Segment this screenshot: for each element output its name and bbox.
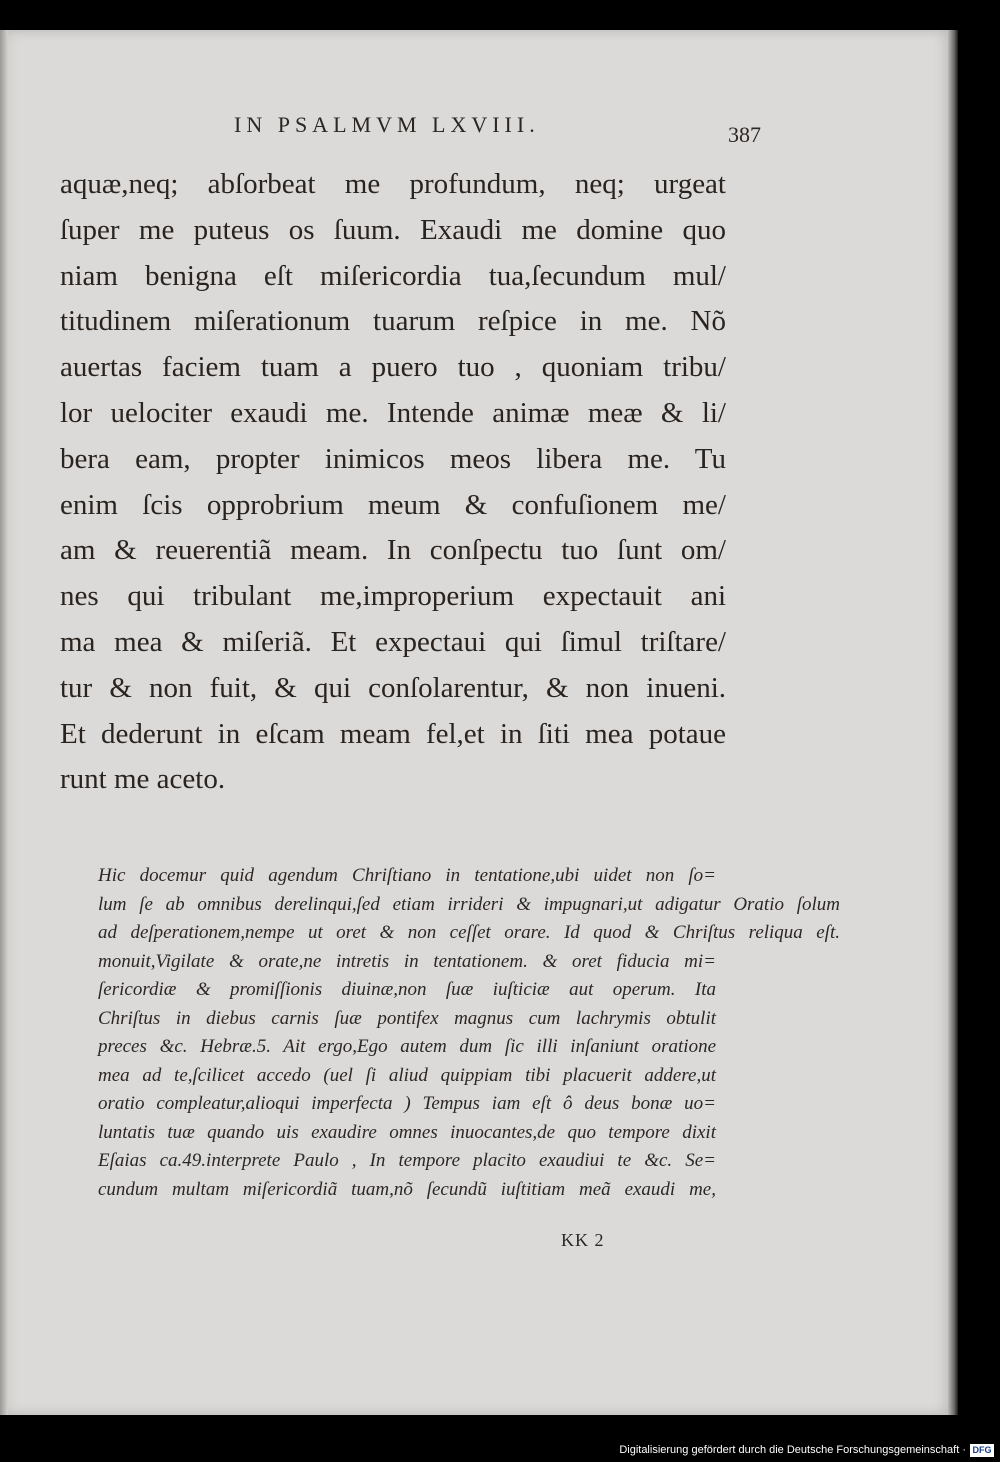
- text-line: Et dederunt in eſcam meam fel,et in ſiti mea potaue: [60, 717, 726, 750]
- text-line: lor uelociter exaudi me. Intende animæ meæ & li/: [60, 396, 726, 429]
- commentary-line: oratio compleatur,alioqui imperfecta ) Tempus iam eſt ô deus bonæ uo=: [98, 1093, 716, 1114]
- psalm-text-block: [60, 162, 726, 803]
- text-line: auertas faciem tuam a puero tuo , quoniam tribu/: [60, 351, 726, 384]
- text-line: ma mea & miſeriã. Et expectaui qui ſimul triſtare/: [60, 625, 726, 658]
- commentary-line: luntatis tuæ quando uis exaudire omnes inuocantes,de quo tempore dixit: [98, 1121, 716, 1143]
- funding-credit: Digitalisierung gefördert durch die Deutsche Forschungsgemeinschaft ·: [619, 1444, 966, 1456]
- text-line: runt me aceto.: [60, 763, 226, 796]
- commentary-line: preces &c. Hebræ.5. Ait ergo,Ego autem dum ſic illi inſaniunt oratione: [98, 1036, 716, 1057]
- commentary-line: Chriſtus in diebus carnis ſuæ pontifex magnus cum lachrymis obtulit: [98, 1007, 716, 1029]
- text-line: aquæ,neq; abſorbeat me profundum, neq; urgeat: [60, 168, 726, 200]
- page-gutter: [0, 30, 8, 1415]
- commentary-line: cundum multam miſericordiã tuam,nõ ſecundũ iuſtitiam meã exaudi me,: [98, 1178, 716, 1200]
- commentary-line: ſericordiæ & promiſſionis diuinæ,non ſuæ iuſticiæ aut operum. Ita: [98, 979, 716, 1000]
- commentary-line: Eſaias ca.49.interprete Paulo , In tempore placito exaudiui te &c. Se=: [98, 1150, 716, 1171]
- text-line: tur & non fuit, & qui conſolarentur, & non inueni.: [60, 671, 726, 704]
- text-line: nes qui tribulant me,improperium expectauit ani: [60, 580, 726, 613]
- commentary-line: monuit,Vigilate & orate,ne intretis in tentationem. & oret fiducia mi=: [98, 950, 716, 972]
- commentary-line: lum ſe ab omnibus derelinqui,ſed etiam irrideri & impugnari,ut adigatur Oratio ſolum: [98, 893, 840, 915]
- page-number: 387: [728, 122, 761, 147]
- text-line: ſuper me puteus os ſuum. Exaudi me domine quo: [60, 213, 726, 246]
- signature-mark: KK 2: [561, 1230, 605, 1250]
- dfg-logo: DFG: [970, 1444, 994, 1457]
- text-line: enim ſcis opprobrium meum & confuſionem me/: [60, 488, 726, 521]
- text-line: niam benigna eſt miſericordia tua,ſecundum mul/: [60, 259, 726, 292]
- commentary-line: ad deſperationem,nempe ut oret & non ceſſet orare. Id quod & Chriſtus reliqua eſt.: [98, 922, 840, 943]
- commentary-block: [98, 862, 840, 1204]
- commentary-line: Hic docemur quid agendum Chriſtiano in tentatione,ubi uidet non ſo=: [98, 865, 716, 886]
- commentary-line: mea ad te,ſcilicet accedo (uel ſi aliud quippiam tibi placuerit addere,ut: [98, 1064, 716, 1086]
- text-line: am & reuerentiã meam. In conſpectu tuo ſunt om/: [60, 534, 726, 567]
- running-head: IN PSALMVM LXVIII.: [234, 112, 540, 137]
- text-line: bera eam, propter inimicos meos libera me. Tu: [60, 442, 726, 475]
- text-line: titudinem miſerationum tuarum reſpice in me. Nõ: [60, 305, 726, 338]
- page-right-edge: [948, 30, 958, 1415]
